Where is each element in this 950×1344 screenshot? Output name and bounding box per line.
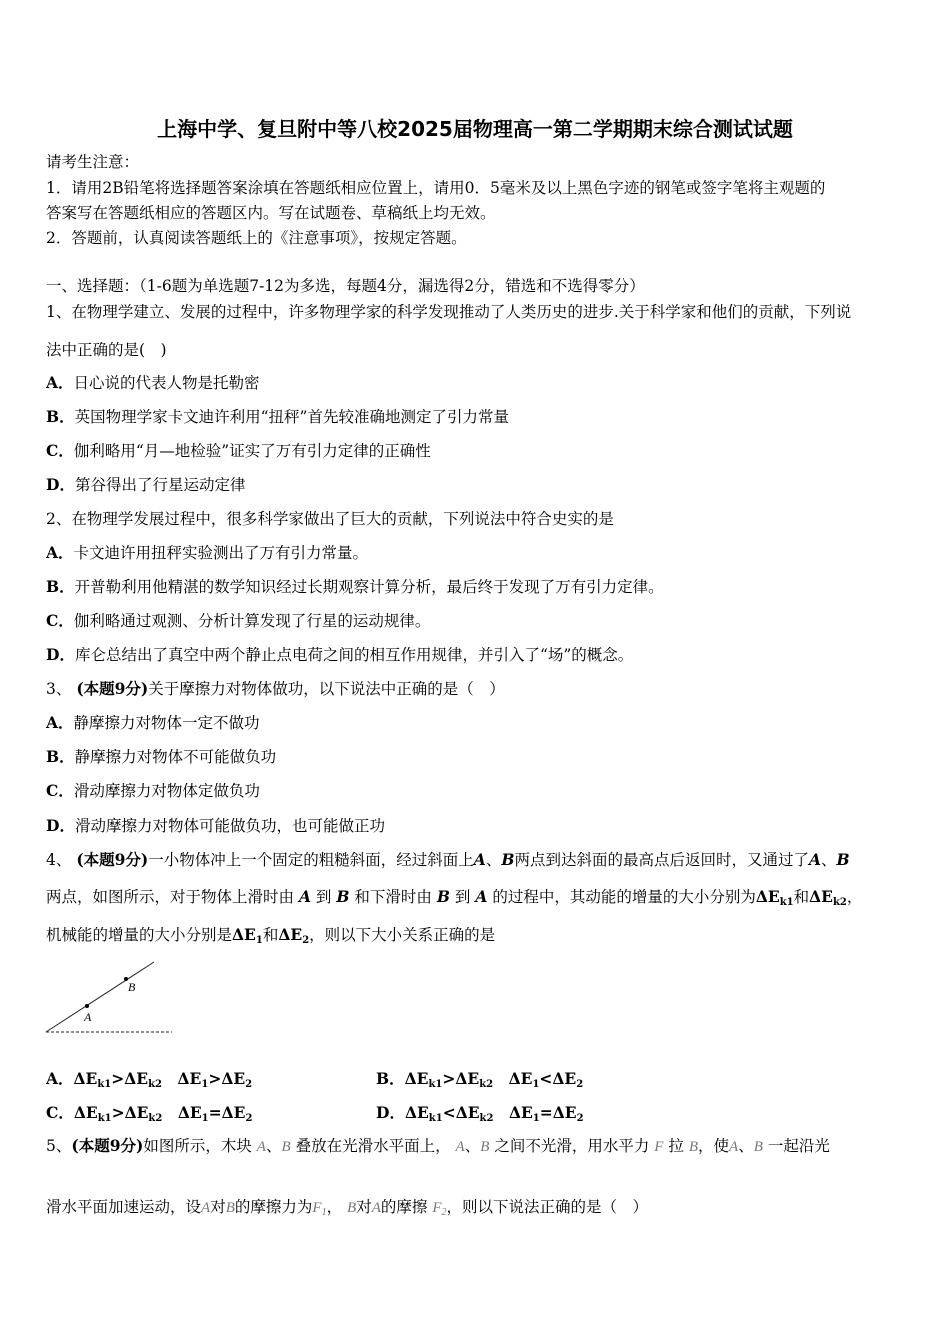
notice-item: 答案写在答题纸相应的答题区内。写在试题卷、草稿纸上均无效。	[46, 204, 496, 222]
q4-stem: 4、 (本题9分)一小物体冲上一个固定的粗糙斜面，经过斜面上A、B两点到达斜面的最高点后返回时，又通过了A、B	[46, 850, 850, 869]
q3-option-d: D．滑动摩擦力对物体可能做负功，也可能做正功	[46, 816, 385, 835]
q5-stem: 滑水平面加速运动，设A对B的摩擦力为$F_1$， B对A的摩擦 $F_2$，则以下说法正确的是（ ）	[46, 1198, 649, 1218]
label-b: B	[128, 980, 136, 994]
q1-option-c: C．伽利略用“月—地检验”证实了万有引力定律的正确性	[46, 441, 431, 460]
section-heading: 一、选择题：（1-6题为单选题7-12为多选，每题4分，漏选得2分，错选和不选得零分）	[46, 277, 645, 295]
q3-option-b: B．静摩擦力对物体不可能做负功	[46, 747, 277, 766]
incline-line	[46, 962, 154, 1032]
q1-option-d: D．第谷得出了行星运动定律	[46, 475, 246, 494]
q2-option-c: C．伽利略通过观测、分析计算发现了行星的运动规律。	[46, 611, 431, 630]
q2-option-a: A．卡文迪许用扭秤实验测出了万有引力常量。	[46, 543, 369, 562]
incline-figure	[44, 955, 174, 1040]
q5-stem: 5、(本题9分)如图所示，木块 A、B 叠放在光滑水平面上， A、B 之间不光滑，用水平力 F 拉 B，使A、B 一起沿光	[46, 1136, 830, 1155]
q2-option-d: D．库仑总结出了真空中两个静止点电荷之间的相互作用规律，并引入了“场”的概念。	[46, 645, 634, 664]
q4-option-a: A．$\Delta E_{k1}>\Delta E_{k2}$ $\Delta E_1>\Delta E_2$	[46, 1069, 253, 1090]
q2-option-b: B．开普勒利用他精湛的数学知识经过长期观察计算分析，最后终于发现了万有引力定律。	[46, 577, 664, 596]
q1-stem: 1、在物理学建立、发展的过程中，许多物理学家的科学发现推动了人类历史的进步.关于科学家和他们的贡献，下列说	[46, 303, 852, 321]
q4-stem: 机械能的增量的大小分别是$\Delta E_1$和$\Delta E_2$，则以下大小关系正确的是	[46, 925, 496, 946]
q4-stem: 两点，如图所示，对于物体上滑时由 A 到 B 和下滑时由 B 到 A 的过程中，其动能的增量的大小分别为$\Delta E_{k1}$和$\Delta E_{k2}$，	[46, 887, 863, 908]
notice-item: 2．答题前，认真阅读答题纸上的《注意事项》，按规定答题。	[46, 229, 467, 247]
q2-stem: 2、在物理学发展过程中，很多科学家做出了巨大的贡献，下列说法中符合史实的是	[46, 510, 614, 528]
notice-item: 1．请用2B铅笔将选择题答案涂填在答题纸相应位置上，请用0．5毫米及以上黑色字迹的钢笔或签字笔将主观题的	[46, 179, 826, 197]
label-a: A	[84, 1010, 92, 1024]
q1-option-a: A．日心说的代表人物是托勒密	[46, 373, 260, 392]
q4-option-b: B．$\Delta E_{k1}>\Delta E_{k2}$ $\Delta E_1<\Delta E_2$	[376, 1069, 584, 1090]
q4-option-d: D．$\Delta E_{k1}<\Delta E_{k2}$ $\Delta E_1=\Delta E_2$	[376, 1103, 584, 1124]
q3-option-a: A．静摩擦力对物体一定不做功	[46, 713, 260, 732]
q3-option-c: C．滑动摩擦力对物体定做负功	[46, 781, 260, 800]
q4-option-c: C．$\Delta E_{k1}>\Delta E_{k2}$ $\Delta E_1=\Delta E_2$	[46, 1103, 253, 1124]
point-a	[85, 1004, 89, 1008]
page-title: 上海中学、复旦附中等八校2025届物理高一第二学期期末综合测试试题	[157, 117, 793, 141]
notice-header: 请考生注意：	[46, 153, 140, 171]
q3-stem: 3、 (本题9分)关于摩擦力对物体做功，以下说法中正确的是（ ）	[46, 679, 505, 698]
q1-stem: 法中正确的是( )	[46, 341, 167, 359]
q1-option-b: B．英国物理学家卡文迪许利用“扭秤”首先较准确地测定了引力常量	[46, 407, 509, 426]
